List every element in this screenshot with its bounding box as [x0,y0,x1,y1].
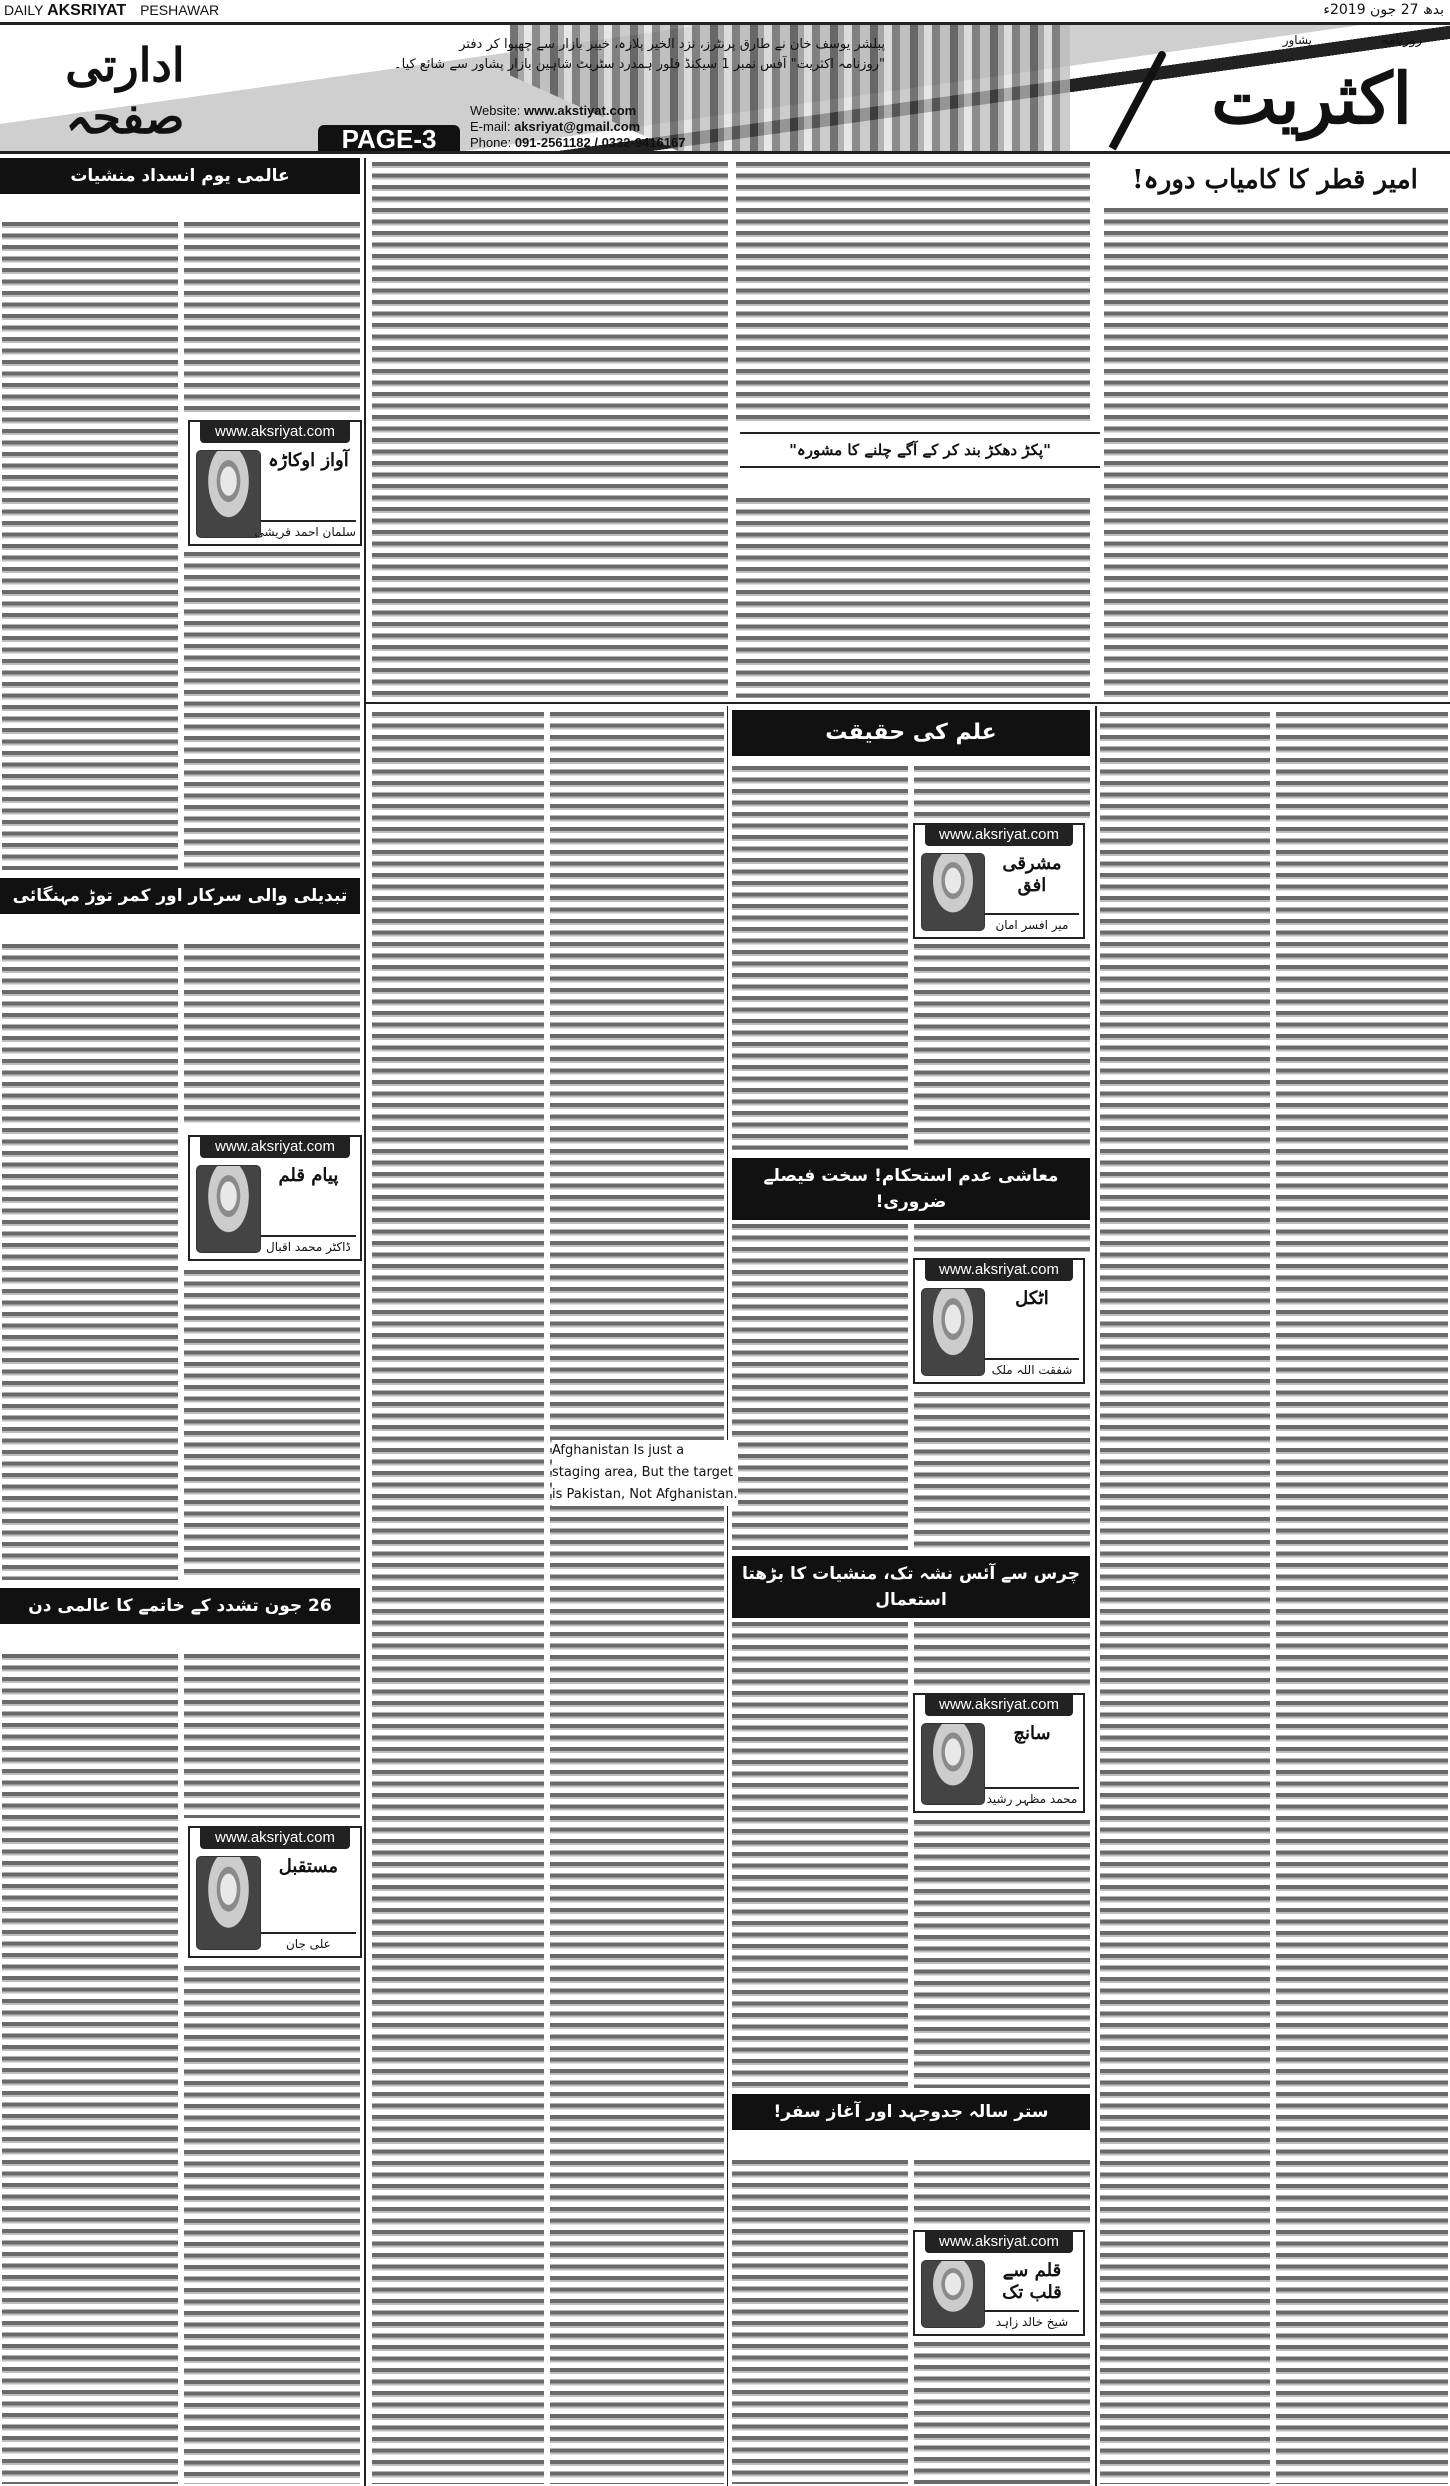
left-heading-1: عالمی یوم انسداد منشیات [0,158,360,194]
article-text [914,1392,1090,1550]
daily-label: DAILY [4,2,44,18]
article-heading-1: علم کی حقیقت [732,710,1090,756]
column-title: اٹکل [1015,1288,1049,1309]
article-text [914,1622,1090,1686]
author-name: ڈاکٹر محمد اقبال [261,1235,356,1255]
article-text [1276,712,1448,2484]
publisher-line: پبلشر یوسف خان نے طارق پرنٹرز، نزد الخیر پلازہ، خیبر بازار سے چھپوا کر دفتر [459,37,885,52]
website-link[interactable]: www.aksriyat.com [200,1136,350,1158]
contact-info [470,103,685,151]
article-text [372,712,544,2484]
article-text [1100,712,1270,2484]
article-text [184,944,360,1126]
left-heading-2: تبدیلی والی سرکار اور کمر توڑ مہنگائی [0,878,360,914]
columnist-box [913,823,1085,939]
website-link[interactable]: www.aksriyat.com [925,2231,1073,2253]
article-text [914,766,1090,818]
author-name: شفقت اللہ ملک [985,1358,1079,1378]
article-text [914,2342,1090,2484]
english-quote [552,1440,738,1506]
article-text [2,944,178,1580]
issue-date: بدھ 27 جون 2019ء [1323,2,1444,18]
column-divider [364,158,366,2486]
article-text [732,1622,908,2088]
website-link[interactable]: www.aksriyat.com [200,421,350,443]
section-title: ادارتی صفحہ [65,38,185,144]
columnist-box [913,1258,1085,1384]
author-photo [921,1288,985,1376]
article-text [550,712,724,2484]
article-text [2,1654,178,2484]
columnist-box [188,420,362,546]
author-photo [196,1165,261,1253]
newspaper-name: AKSRIYAT [47,2,127,19]
columnist-box [188,1826,362,1958]
editorial-text [736,498,1090,698]
quote-line: is Pakistan, Not Afghanistan. [552,1487,738,1502]
article-text [914,1224,1090,1252]
website-link[interactable]: www.aksriyat.com [925,1259,1073,1281]
website-link[interactable]: www.aksriyat.com [925,1694,1073,1716]
article-text [2,222,178,870]
columnist-box [913,2230,1085,2336]
column-divider [727,706,728,2486]
column-divider [1095,706,1097,2486]
website-link[interactable]: www.aksriyat.com [925,824,1073,846]
editorial-text [372,162,728,698]
email-link[interactable]: aksriyat@gmail.com [514,119,641,134]
article-text [914,1820,1090,2088]
website-link[interactable]: www.aksriyat.com [200,1827,350,1849]
editorial-text [736,162,1090,426]
publisher-line: "روزنامہ اکثریت" آفس نمبر 1 سیکنڈ فلور ہمدرد سٹریٹ شاہین بازار پشاور سے شائع کیا۔ [393,57,885,72]
author-photo [921,853,985,931]
masthead [0,22,1450,154]
page-number-badge: PAGE-3 [318,125,460,153]
article-text [914,944,1090,1150]
author-photo [196,450,261,538]
author-photo [921,1723,985,1805]
article-heading-2: معاشی عدم استحکام! سخت فیصلے ضروری! [732,1158,1090,1220]
logo-name: اکثریت [1211,57,1412,140]
city-label: PESHAWAR [140,2,220,18]
article-text [732,1224,908,1550]
phone-label: Phone: [470,135,512,150]
columnist-box [188,1135,362,1261]
article-text [732,766,908,1150]
quote-line: Afghanistan Is just a [552,1443,685,1458]
author-name: محمد مظہر رشید [985,1787,1079,1807]
section-divider [366,702,1450,704]
quote-line: staging area, But the target [552,1465,733,1480]
editorial-text [1104,208,1448,698]
column-title: مشرقی افق [1002,853,1062,896]
pen-icon [1109,50,1168,151]
editorial-headline: امیر قطر کا کامیاب دورہ! [1132,165,1418,195]
column-title: آواز اوکاڑہ [268,450,349,471]
article-text [184,552,360,870]
author-name: میر افسر امان [985,913,1079,933]
article-text [184,1654,360,1818]
newspaper-dateline [4,2,219,20]
column-title: سانچ [1013,1723,1051,1744]
website-label: Website: [470,103,521,118]
left-heading-3: 26 جون تشدد کے خاتمے کا عالمی دن [0,1588,360,1624]
article-text [732,2160,908,2484]
article-text [184,1270,360,1580]
column-title: قلم سے قلب تک [1002,2260,1062,2303]
logo-prefix: روزنامہ [1381,33,1422,48]
author-photo [921,2260,985,2328]
email-label: E-mail: [470,119,511,134]
column-title: پیام قلم [278,1165,339,1186]
article-text [914,2160,1090,2224]
author-photo [196,1856,261,1950]
article-heading-3: چرس سے آئس نشہ تک، منشیات کا بڑھتا استعمال [732,1556,1090,1618]
editorial-subheadline: "پکڑ دھکڑ بند کر کے آگے چلنے کا مشورہ" [740,432,1100,468]
publisher-info [245,35,885,75]
article-heading-4: ستر سالہ جدوجہد اور آغاز سفر! [732,2094,1090,2130]
website-link[interactable]: www.akstiyat.com [523,103,637,118]
columnist-box [913,1693,1085,1813]
author-name: شیخ خالد زاہد [985,2310,1079,2330]
newspaper-logo [1092,27,1432,151]
phone-number: 091-2561182 / 0332-9416167 [514,135,686,150]
logo-city: پشاور [1282,33,1312,47]
author-name: علی جان [261,1932,356,1952]
column-title: مستقبل [278,1856,339,1877]
article-text [184,1966,360,2484]
article-text [184,222,360,412]
author-name: سلمان احمد قریشی [261,520,356,540]
